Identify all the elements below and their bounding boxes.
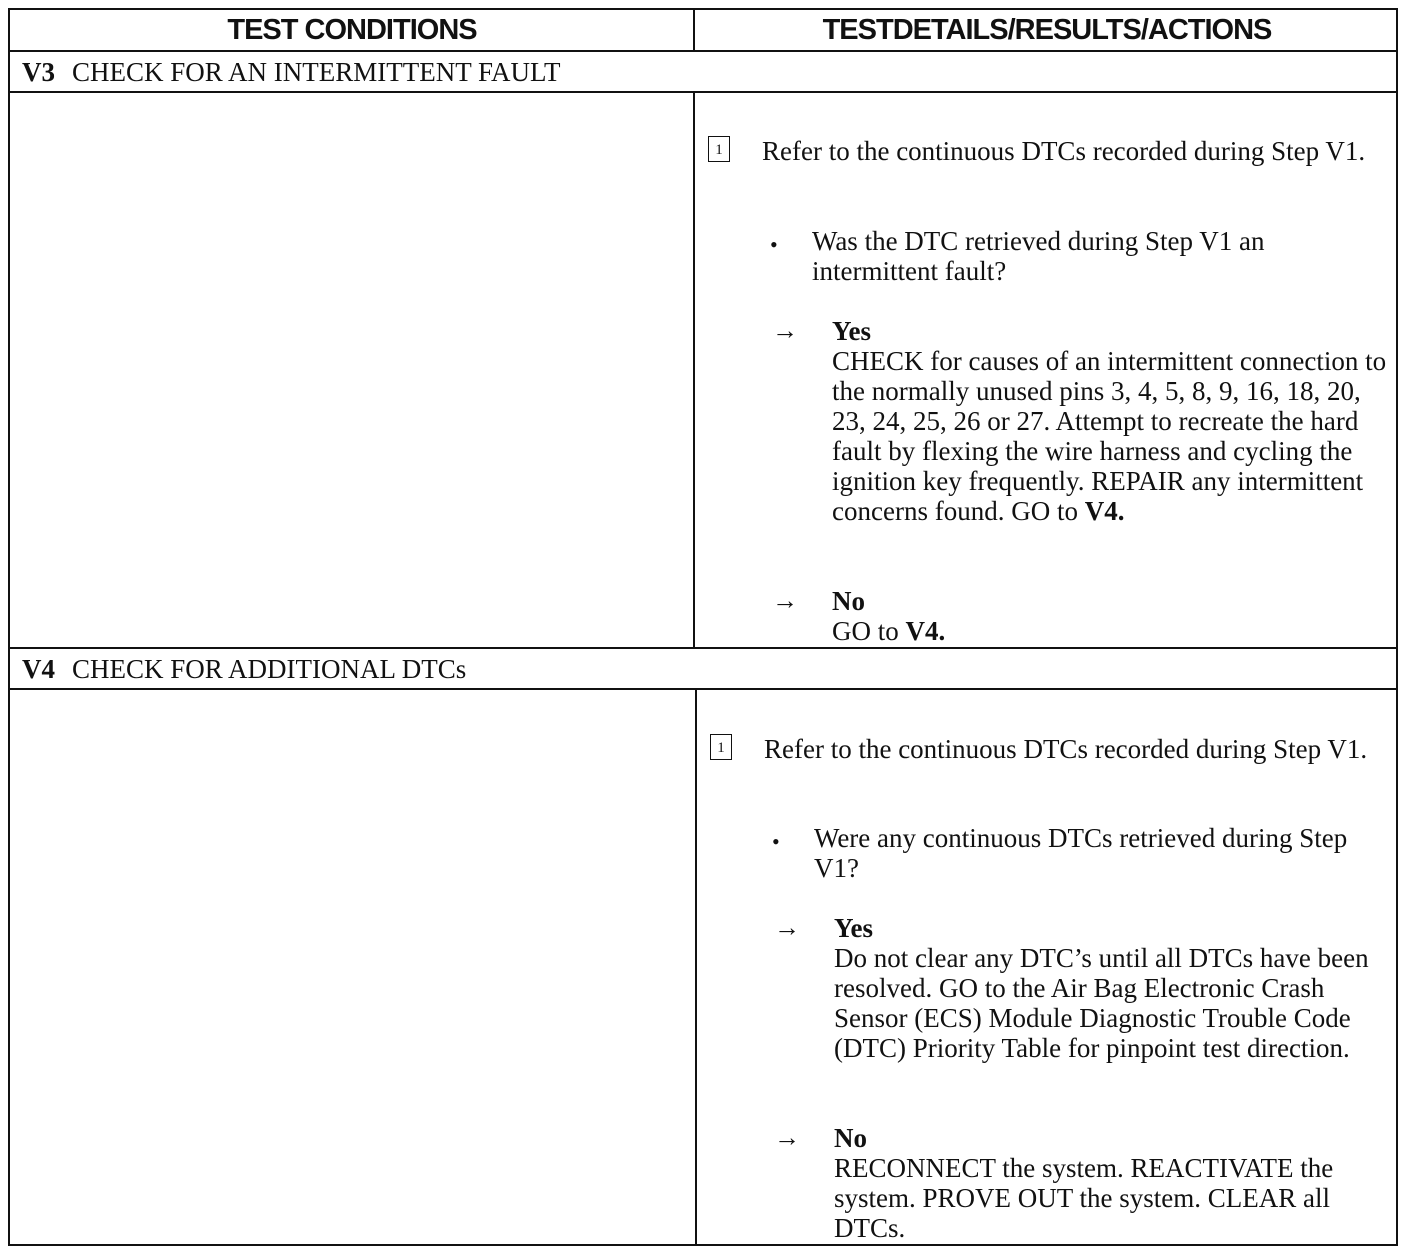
section-number: V4 — [22, 654, 55, 684]
yes-result — [834, 913, 1394, 1063]
no-label: No — [832, 586, 865, 616]
header-test-details: TESTDETAILS/RESULTS/ACTIONS — [822, 14, 1272, 46]
step-box: 1 — [710, 734, 732, 760]
right-arrow-icon: → — [774, 913, 800, 942]
divider — [693, 10, 695, 50]
no-text-block — [832, 616, 1392, 646]
right-arrow-icon: → — [772, 586, 798, 615]
step-instruction: Refer to the continuous DTCs recorded during Step V1. — [764, 734, 1368, 764]
step-box: 1 — [708, 136, 730, 162]
yes-text: Do not clear any DTC’s until all DTCs have been resolved. GO to the Air Bag Electronic Crash Sensor (ECS) Module Diagnostic Trouble Code (DTC) Priority Table for pinpoint test direction. — [834, 943, 1369, 1063]
no-result — [832, 586, 1392, 646]
no-text: GO to — [832, 616, 899, 646]
divider — [693, 91, 695, 647]
no-text: RECONNECT the system. REACTIVATE the system. PROVE OUT the system. CLEAR all DTCs. — [834, 1153, 1334, 1243]
yes-label: Yes — [834, 913, 873, 943]
section-title-v4 — [22, 649, 466, 689]
step-question: Were any continuous DTCs retrieved during Step V1? — [814, 823, 1348, 883]
right-arrow-icon: → — [774, 1123, 800, 1152]
right-arrow-icon: → — [772, 316, 798, 345]
yes-label: Yes — [832, 316, 871, 346]
yes-text-block — [832, 346, 1392, 526]
yes-result — [832, 316, 1392, 526]
no-goto: V4. — [905, 616, 946, 646]
no-label: No — [834, 1123, 867, 1153]
step-instruction: Refer to the continuous DTCs recorded during Step V1. — [762, 136, 1366, 166]
divider — [695, 688, 697, 1246]
step-question: Was the DTC retrieved during Step V1 an intermittent fault? — [812, 226, 1265, 286]
section-number: V3 — [22, 57, 55, 87]
yes-text: CHECK for causes of an intermittent connection to the normally unused pins 3, 4, 5, 8, 9, 16, 18, 20, 23, 24, 25, 26 or 27. Attempt to recreate the hard fault by flexing the wire harness and cycling the ignition key frequently. REPAIR any intermittent concerns found. GO to — [832, 346, 1387, 526]
bullet-dot-icon: • — [770, 232, 778, 257]
yes-goto: V4. — [1084, 496, 1125, 526]
header-test-conditions: TEST CONDITIONS — [227, 14, 477, 46]
diagnostic-table — [8, 8, 1398, 1246]
no-result — [834, 1123, 1394, 1243]
section-title-text: CHECK FOR ADDITIONAL DTCs — [72, 654, 467, 684]
section-title-text: CHECK FOR AN INTERMITTENT FAULT — [72, 57, 561, 87]
bullet-dot-icon: • — [772, 829, 780, 854]
section-title-v3 — [22, 52, 561, 92]
